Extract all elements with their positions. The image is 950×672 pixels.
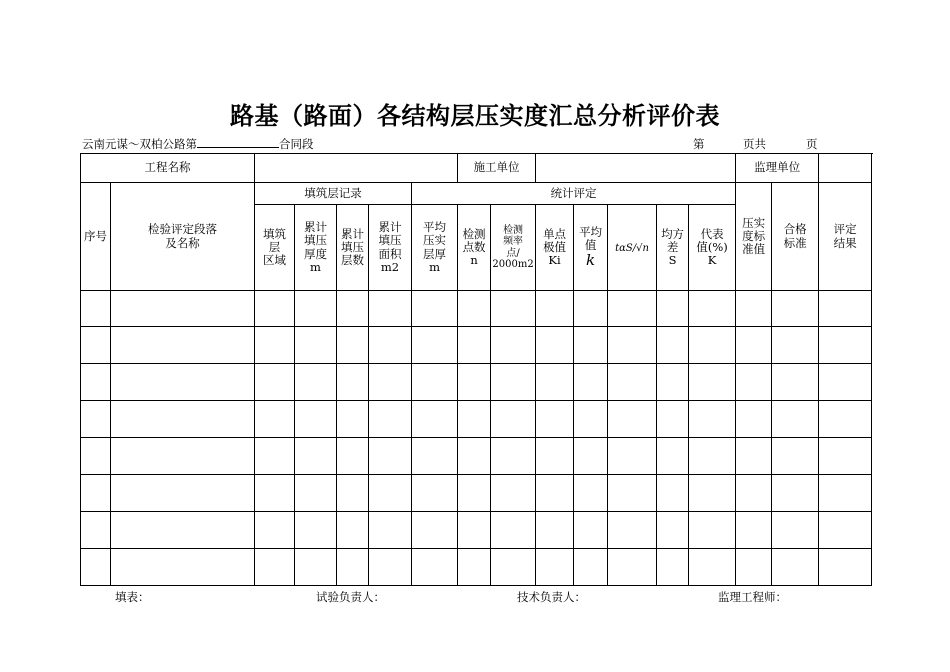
table-cell[interactable] <box>736 291 772 327</box>
table-cell[interactable] <box>337 475 369 512</box>
table-cell[interactable] <box>574 438 608 475</box>
table-cell[interactable] <box>337 291 369 327</box>
table-cell[interactable] <box>819 364 872 401</box>
table-cell[interactable] <box>491 549 536 586</box>
table-cell[interactable] <box>772 364 819 401</box>
table-cell[interactable] <box>608 549 657 586</box>
table-cell[interactable] <box>536 512 574 549</box>
table-cell[interactable] <box>458 475 491 512</box>
table-cell[interactable] <box>337 401 369 438</box>
header-std-dev: 均方 差 S <box>657 205 689 291</box>
table-cell[interactable] <box>491 512 536 549</box>
table-cell[interactable] <box>337 364 369 401</box>
table-cell[interactable] <box>255 327 295 364</box>
table-cell[interactable] <box>736 327 772 364</box>
table-cell[interactable] <box>736 475 772 512</box>
table-row <box>81 401 872 438</box>
table-cell[interactable] <box>111 512 255 549</box>
table-cell[interactable] <box>295 438 337 475</box>
table-cell[interactable] <box>772 291 819 327</box>
table-cell[interactable] <box>536 291 574 327</box>
table-cell[interactable] <box>458 512 491 549</box>
table-cell[interactable] <box>491 475 536 512</box>
table-cell[interactable] <box>111 549 255 586</box>
table-cell[interactable] <box>608 401 657 438</box>
table-cell[interactable] <box>657 364 689 401</box>
table-cell[interactable] <box>295 401 337 438</box>
footer-supervising-engineer: 监理工程师： <box>718 590 787 604</box>
table-cell[interactable] <box>689 364 736 401</box>
table-cell[interactable] <box>111 401 255 438</box>
project-name-value[interactable] <box>255 154 458 183</box>
table-cell[interactable] <box>608 291 657 327</box>
table-cell[interactable] <box>337 512 369 549</box>
table-cell[interactable] <box>608 364 657 401</box>
header-stat-group: 统计评定 <box>412 183 736 205</box>
table-cell[interactable] <box>536 475 574 512</box>
table-cell[interactable] <box>657 401 689 438</box>
header-cum-thickness: 累计 填压 厚度 m <box>295 205 337 291</box>
table-cell[interactable] <box>657 475 689 512</box>
table-cell[interactable] <box>458 438 491 475</box>
table-cell[interactable] <box>657 512 689 549</box>
summary-table <box>80 153 872 586</box>
page-title: 路基（路面）各结构层压实度汇总分析评价表 <box>230 102 720 130</box>
table-cell[interactable] <box>657 549 689 586</box>
table-cell[interactable] <box>491 291 536 327</box>
table-cell[interactable] <box>736 401 772 438</box>
table-cell[interactable] <box>255 291 295 327</box>
table-cell[interactable] <box>81 549 111 586</box>
table-row <box>81 438 872 475</box>
contract-section-line <box>82 136 314 152</box>
header-representative: 代表 值(%) K <box>689 205 736 291</box>
table-cell[interactable] <box>689 512 736 549</box>
table-cell[interactable] <box>819 512 872 549</box>
table-cell[interactable] <box>255 438 295 475</box>
group-header-row <box>81 183 872 205</box>
table-cell[interactable] <box>608 438 657 475</box>
table-cell[interactable] <box>736 549 772 586</box>
table-cell[interactable] <box>295 364 337 401</box>
project-name-label: 工程名称 <box>81 154 255 183</box>
footer-tech-lead: 技术负责人： <box>517 590 586 604</box>
table-cell[interactable] <box>574 291 608 327</box>
table-cell[interactable] <box>81 364 111 401</box>
header-test-freq: 检测 频率 点/ 2000m2 <box>491 205 536 291</box>
table-cell[interactable] <box>819 291 872 327</box>
footer-test-lead: 试验负责人： <box>316 590 385 604</box>
table-cell[interactable] <box>819 327 872 364</box>
table-cell[interactable] <box>295 549 337 586</box>
table-cell[interactable] <box>81 327 111 364</box>
page-ye-gong: 页共 <box>743 137 766 151</box>
table-cell[interactable] <box>608 512 657 549</box>
table-cell[interactable] <box>337 438 369 475</box>
table-cell[interactable] <box>255 364 295 401</box>
table-cell[interactable] <box>458 364 491 401</box>
table-cell[interactable] <box>689 327 736 364</box>
table-cell[interactable] <box>458 401 491 438</box>
table-cell[interactable] <box>295 512 337 549</box>
table-cell[interactable] <box>819 401 872 438</box>
table-cell[interactable] <box>412 475 458 512</box>
header-cum-area: 累计 填压 面积 m2 <box>369 205 412 291</box>
table-row <box>81 475 872 512</box>
table-cell[interactable] <box>412 401 458 438</box>
header-pass-std: 合格 标准 <box>772 183 819 291</box>
table-cell[interactable] <box>657 291 689 327</box>
table-cell[interactable] <box>412 549 458 586</box>
table-row <box>81 549 872 586</box>
table-cell[interactable] <box>81 475 111 512</box>
header-avg-thickness: 平均 压实 层厚 m <box>412 205 458 291</box>
table-cell[interactable] <box>369 291 412 327</box>
info-row <box>81 154 872 183</box>
table-cell[interactable] <box>369 549 412 586</box>
table-row <box>81 291 872 327</box>
table-cell[interactable] <box>536 327 574 364</box>
table-cell[interactable] <box>369 327 412 364</box>
table-cell[interactable] <box>369 438 412 475</box>
table-cell[interactable] <box>111 291 255 327</box>
table-cell[interactable] <box>81 438 111 475</box>
header-compaction-std: 压实 度标 准值 <box>736 183 772 291</box>
table-cell[interactable] <box>369 401 412 438</box>
header-formula: tαS/√n <box>608 205 657 291</box>
table-cell[interactable] <box>657 327 689 364</box>
table-cell[interactable] <box>608 475 657 512</box>
header-cum-layers: 累计 填压 层数 <box>337 205 369 291</box>
page-ye: 页 <box>806 137 818 151</box>
footer-filled-by: 填表： <box>115 590 150 604</box>
table-cell[interactable] <box>491 401 536 438</box>
table-cell[interactable] <box>536 549 574 586</box>
table-cell[interactable] <box>772 401 819 438</box>
table-cell[interactable] <box>491 438 536 475</box>
table-cell[interactable] <box>772 549 819 586</box>
header-seq: 序号 <box>81 183 111 291</box>
contractor-value[interactable] <box>536 154 736 183</box>
table-cell[interactable] <box>111 364 255 401</box>
table-cell[interactable] <box>574 327 608 364</box>
table-cell[interactable] <box>412 291 458 327</box>
header-fill-area: 填筑 层 区域 <box>255 205 295 291</box>
header-test-points: 检测 点数 n <box>458 205 491 291</box>
supervisor-value[interactable] <box>819 154 872 183</box>
table-cell[interactable] <box>689 438 736 475</box>
table-row <box>81 364 872 401</box>
table-cell[interactable] <box>536 401 574 438</box>
table-cell[interactable] <box>337 549 369 586</box>
table-cell[interactable] <box>295 475 337 512</box>
project-prefix: 云南元谋～双柏公路第 <box>82 137 197 151</box>
table-cell[interactable] <box>772 512 819 549</box>
table-cell[interactable] <box>819 438 872 475</box>
table-cell[interactable] <box>337 327 369 364</box>
table-cell[interactable] <box>736 364 772 401</box>
table-row <box>81 512 872 549</box>
table-cell[interactable] <box>772 327 819 364</box>
table-cell[interactable] <box>491 364 536 401</box>
table-cell[interactable] <box>689 401 736 438</box>
table-cell[interactable] <box>689 549 736 586</box>
table-cell[interactable] <box>574 364 608 401</box>
table-cell[interactable] <box>819 549 872 586</box>
table-cell[interactable] <box>689 475 736 512</box>
table-cell[interactable] <box>111 327 255 364</box>
header-result: 评定 结果 <box>819 183 872 291</box>
table-cell[interactable] <box>81 291 111 327</box>
table-cell[interactable] <box>412 327 458 364</box>
table-cell[interactable] <box>81 512 111 549</box>
table-cell[interactable] <box>772 438 819 475</box>
table-cell[interactable] <box>111 475 255 512</box>
header-average: 平均 值 k <box>574 205 608 291</box>
table-cell[interactable] <box>819 475 872 512</box>
section-suffix: 合同段 <box>279 137 314 151</box>
table-cell[interactable] <box>657 438 689 475</box>
table-cell[interactable] <box>458 327 491 364</box>
table-cell[interactable] <box>736 438 772 475</box>
table-cell[interactable] <box>536 364 574 401</box>
table-cell[interactable] <box>574 401 608 438</box>
table-cell[interactable] <box>295 327 337 364</box>
table-cell[interactable] <box>412 512 458 549</box>
table-cell[interactable] <box>491 327 536 364</box>
contract-number-blank[interactable] <box>197 136 279 148</box>
table-cell[interactable] <box>255 512 295 549</box>
table-cell[interactable] <box>111 438 255 475</box>
table-cell[interactable] <box>255 475 295 512</box>
table-cell[interactable] <box>255 549 295 586</box>
table-cell[interactable] <box>608 327 657 364</box>
header-single-min: 单点 极值 Ki <box>536 205 574 291</box>
table-cell[interactable] <box>295 291 337 327</box>
table-cell[interactable] <box>458 291 491 327</box>
table-cell[interactable] <box>536 438 574 475</box>
table-cell[interactable] <box>458 549 491 586</box>
table-cell[interactable] <box>772 475 819 512</box>
page-di: 第 <box>693 137 705 151</box>
table-cell[interactable] <box>81 401 111 438</box>
header-fill-group: 填筑层记录 <box>255 183 412 205</box>
table-cell[interactable] <box>574 549 608 586</box>
contractor-label: 施工单位 <box>458 154 536 183</box>
table-cell[interactable] <box>369 364 412 401</box>
table-cell[interactable] <box>369 512 412 549</box>
table-cell[interactable] <box>255 401 295 438</box>
table-cell[interactable] <box>369 475 412 512</box>
supervisor-label: 监理单位 <box>736 154 819 183</box>
table-cell[interactable] <box>412 438 458 475</box>
table-row <box>81 327 872 364</box>
table-cell[interactable] <box>689 291 736 327</box>
table-cell[interactable] <box>574 512 608 549</box>
table-cell[interactable] <box>412 364 458 401</box>
table-cell[interactable] <box>736 512 772 549</box>
table-cell[interactable] <box>574 475 608 512</box>
k-bar-symbol: k <box>586 251 596 270</box>
header-section: 检验评定段落 及名称 <box>111 183 255 291</box>
